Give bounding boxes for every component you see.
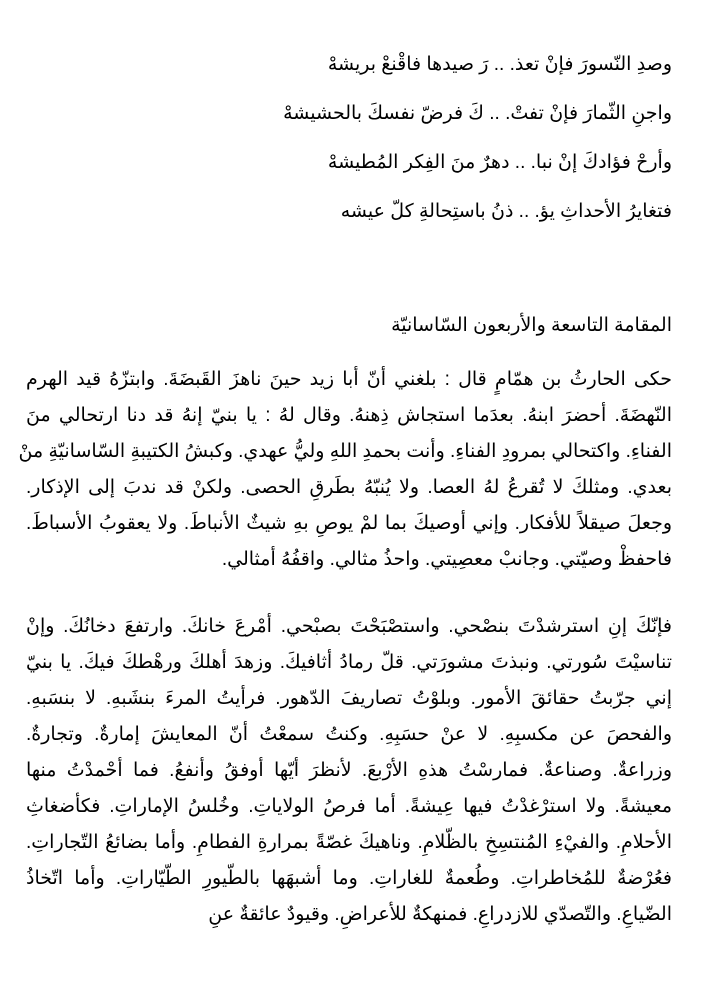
text-line: فعُرْضةٌ للمُخاطراتِ. وطُعمةٌ للغاراتِ. وما أشبهَها بالطّيورِ الطّيّاراتِ. وأما اتّخاذُ: [26, 868, 672, 889]
maqama-title: المقامة التاسعة والأربعون السّاسانيّة: [391, 315, 672, 336]
verse-line: فتغايرُ الأحداثِ يؤ. .. ذنُ باستِحالةِ كلّ عيشه: [340, 201, 672, 222]
text-line: فإنّكَ إنِ استرشدْتَ بنصْحي. واستصْبَحْتَ بصبْحي. أمْرعَ خانكَ. وارتفعَ دخانُكَ. وإنْ: [26, 616, 672, 637]
text-line: وزراعةٌ. وصناعةٌ. فمارسْتُ هذهِ الأرْبعَ. لأنظرَ أيّها أوفقُ وأنفعُ. فما أحْمدْتُ منها: [26, 760, 672, 781]
paragraph-1: [18, 362, 672, 578]
text-line: معيشةً. ولا استرْغدْتُ فيها عِيشةً. أما فرصُ الولاياتِ. وخُلسُ الإماراتِ. فكأضغاثِ: [26, 796, 672, 817]
text-line: إني جرّبتُ حقائقَ الأمور. وبلوْتُ تصاريفَ الدّهور. فرأيتُ المرءَ بنشَبهِ. لا بنسَبهِ.: [26, 688, 672, 709]
verse-line: واجنِ الثّمارَ فإنْ تفتْ. .. كَ فرضّ نفسكَ بالحشيشهْ: [283, 103, 672, 124]
paragraph-2: [26, 609, 672, 933]
text-line: الفناءِ. واكتحالي بمرودِ الفناءِ. وأنت بحمدِ اللهِ وليُّ عهدي. وكبشُ الكتيبةِ السّاسانيّةِ منْ: [18, 441, 672, 462]
text-line: الضّياعِ. والتّصدّي للازدراعِ. فمنهكةٌ للأعراضِ. وقيودٌ عائقةٌ عنِ: [208, 904, 672, 925]
text-line: تناسيْتَ سُورتي. ونبذتَ مشورَتي. قلّ رمادُ أثافيكَ. وزهدَ أهلكَ ورهْطكَ فيكَ. يا بنيّ: [26, 652, 672, 673]
text-line: وجعلَ صيقلاً للأفكار. وإني أوصيكَ بما لمْ يوصِ بهِ شيثٌ الأنباطَ. ولا يعقوبُ الأسباطَ.: [26, 513, 672, 534]
verse-line: وأرحْ فؤادكَ إنْ نبا. .. دهرٌ منَ الفِكر المُطيشهْ: [327, 152, 672, 173]
text-line: النّهضَةَ. أحضرَ ابنهُ. بعدَما استجاش ذِهنهُ. وقال لهُ : يا بنيّ إنهُ قد دنا ارتحالي منَ: [26, 405, 672, 426]
verse-line: وصدِ النّسورَ فإنْ تعذ. .. رَ صيدها فاقْنعْ بريشهْ: [327, 54, 672, 75]
text-line: حكى الحارثُ بن همّامٍ قال : بلغني أنّ أبا زيد حينَ ناهزَ القَبضَةَ. وابتزّهُ قيد الهرم: [26, 369, 672, 390]
text-line: فاحفظْ وصيّتي. وجانبْ معصِيتي. واحذُ مثالي. واقفُهُ أمثالي.: [221, 549, 672, 570]
text-line: بعدي. ومثلكَ لا تُقرعُ لهُ العصا. ولا يُنبّهُ بطَرقِ الحصى. ولكنْ قد ندبَ إلى الإذكار.: [26, 477, 672, 498]
text-line: والفحصَ عن مكسبِهِ. لا عنْ حسَبِهِ. وكنتُ سمعْتُ أنّ المعايشَ إمارةٌ. وتجارةٌ.: [26, 724, 672, 745]
text-line: الأحلامِ. والفيْءِ المُنتسِخِ بالظّلامِ. وناهيكَ غصّةً بمرارةِ الفطامِ. وأما بضائعُ التّجاراتِ.: [26, 832, 672, 853]
